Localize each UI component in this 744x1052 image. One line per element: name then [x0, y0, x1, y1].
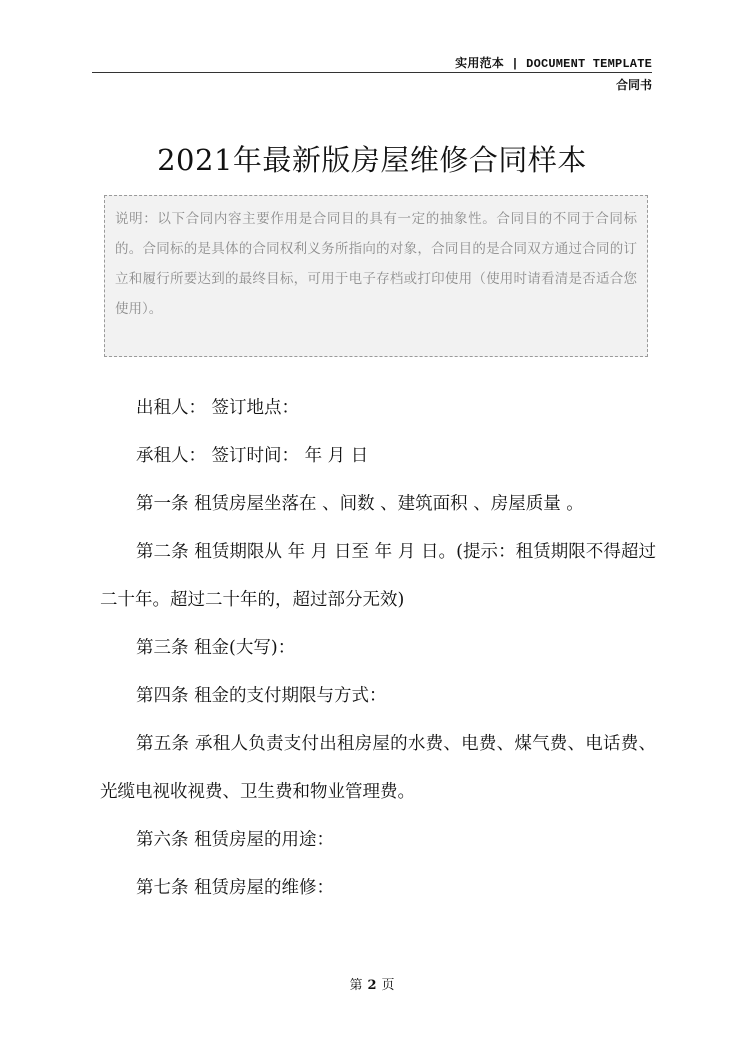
- paragraph-article-2: 第二条 租赁期限从 年 月 日至 年 月 日。(提示：租赁期限不得超过二十年。超过二十年的，超过部分无效): [100, 542, 656, 610]
- paragraph-article-4: 第四条 租金的支付期限与方式：: [136, 686, 387, 706]
- paragraph-article-1: 第一条 租赁房屋坐落在 、间数 、建筑面积 、房屋质量 。: [136, 494, 584, 514]
- paragraph-article-6: 第六条 租赁房屋的用途：: [136, 830, 335, 850]
- header-label: 实用范本 | DOCUMENT TEMPLATE: [455, 57, 652, 71]
- header-sub-label: 合同书: [615, 78, 652, 92]
- footer-suffix: 页: [381, 978, 395, 993]
- page-number: 2: [367, 978, 377, 993]
- paragraph-article-3: 第三条 租金(大写)：: [136, 638, 296, 658]
- note-box: [104, 195, 648, 357]
- page-footer: [0, 974, 744, 993]
- contract-body: [100, 384, 656, 912]
- note-text: 说明：以下合同内容主要作用是合同目的具有一定的抽象性。合同目的不同于合同标的。合同标的是具体的合同权利义务所指向的对象，合同目的是合同双方通过合同的订立和履行所要达到的最终目标，可用于电子存档或打印使用（使用时请看清是否适合您使用）。: [115, 211, 637, 317]
- header-divider: [92, 72, 652, 73]
- paragraph-article-7: 第七条 租赁房屋的维修：: [136, 878, 335, 898]
- paragraph-article-5: 第五条 承租人负责支付出租房屋的水费、电费、煤气费、电话费、光缆电视收视费、卫生费和物业管理费。: [100, 734, 656, 802]
- document-title: 2021年最新版房屋维修合同样本: [157, 143, 587, 177]
- paragraph-lessor: 出租人： 签订地点：: [136, 398, 300, 418]
- footer-prefix: 第: [349, 978, 363, 993]
- paragraph-lessee: 承租人： 签订时间： 年 月 日: [136, 446, 369, 466]
